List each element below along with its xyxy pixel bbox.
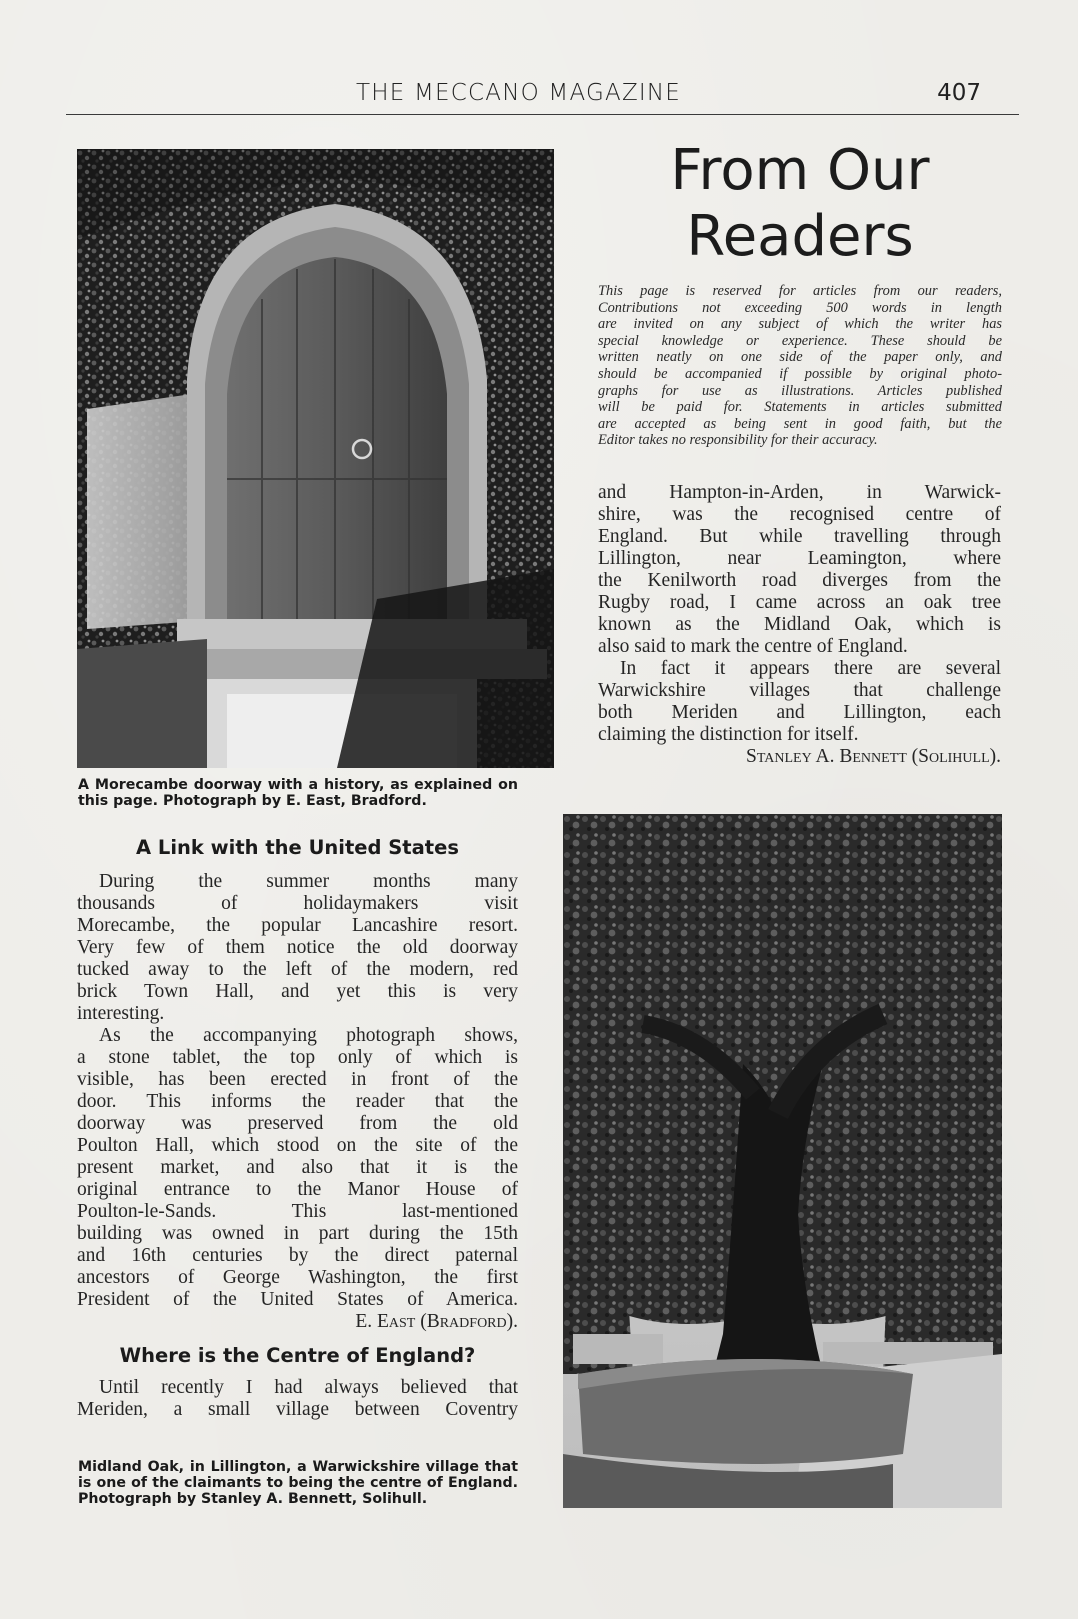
doorway-photograph <box>77 149 554 768</box>
doorway-caption: A Morecambe doorway with a history, as explained on this page. Photograph by E. East, Bradford. <box>78 777 518 809</box>
intro-line: are invited on any subject of which the writer has <box>598 316 1002 333</box>
centre-of-england-article <box>77 1377 518 1421</box>
magazine-title: THE MECCANO MAGAZINE <box>356 80 682 106</box>
paragraph-line: Until recently I had always believed that <box>99 1377 518 1398</box>
paragraph-line: and 16th centuries by the direct paternal <box>77 1245 518 1266</box>
midland-oak-caption: Midland Oak, in Lillington, a Warwickshire village that is one of the claimants to being the centre of England. Photograph by Stanley A. Bennett, Solihull. <box>78 1459 518 1507</box>
article-heading-link-with-us: A Link with the United States <box>136 836 459 859</box>
paragraph-line: Warwickshire villages that challenge <box>598 680 1001 701</box>
intro-line: written neatly on one side of the paper only, and <box>598 349 1002 366</box>
paragraph-line: Very few of them notice the old doorway <box>77 937 518 958</box>
paragraph-line: President of the United States of America. <box>77 1289 518 1310</box>
paragraph-line: Meriden, a small village between Coventry <box>77 1399 518 1420</box>
paragraph-line: Rugby road, I came across an oak tree <box>598 592 1001 613</box>
title-line-1: From Our <box>670 138 930 203</box>
paragraph-line: shire, was the recognised centre of <box>598 504 1001 525</box>
paragraph-line: door. This informs the reader that the <box>77 1091 518 1112</box>
page-header <box>66 78 1019 115</box>
intro-line: will be paid for. Statements in articles submitted <box>598 399 1002 416</box>
paragraph-line: building was owned in part during the 15th <box>77 1223 518 1244</box>
paragraph-line: visible, has been erected in front of the <box>77 1069 518 1090</box>
midland-oak-photograph <box>563 814 1002 1508</box>
paragraph-line: and Hampton-in-Arden, in Warwick- <box>598 482 1001 503</box>
link-with-us-article <box>77 871 518 1333</box>
paragraph-line: both Meriden and Lillington, each <box>598 702 1001 723</box>
intro-line: This page is reserved for articles from our readers, <box>598 283 1002 299</box>
paragraph-line: present market, and also that it is the <box>77 1157 518 1178</box>
intro-line: should be accompanied if possible by original photo- <box>598 365 1002 382</box>
page-number: 407 <box>937 80 981 106</box>
intro-line: special knowledge or experience. These should be <box>598 332 1002 349</box>
paragraph-line: known as the Midland Oak, which is <box>598 614 1001 635</box>
paragraph-line: claiming the distinction for itself. <box>598 724 859 745</box>
paragraph-line: also said to mark the centre of England. <box>598 636 908 657</box>
paragraph-line: brick Town Hall, and yet this is very <box>77 981 518 1002</box>
paragraph-line: tucked away to the left of the modern, red <box>77 959 518 980</box>
intro-line: Contributions not exceeding 500 words in length <box>598 299 1002 316</box>
paragraph-line: Morecambe, the popular Lancashire resort. <box>77 915 518 936</box>
paragraph-line: thousands of holidaymakers visit <box>77 893 518 914</box>
paragraph-line: a stone tablet, the top only of which is <box>77 1047 518 1068</box>
paragraph-line: the Kenilworth road diverges from the <box>598 570 1001 591</box>
intro-line: are accepted as being sent in good faith, but the <box>598 415 1002 432</box>
paragraph-line: doorway was preserved from the old <box>77 1113 518 1134</box>
article-heading-centre-of-england: Where is the Centre of England? <box>119 1344 476 1367</box>
paragraph-line: Lillington, near Leamington, where <box>598 548 1001 569</box>
paragraph-line: In fact it appears there are several <box>620 658 1001 679</box>
editorial-intro <box>598 283 1002 449</box>
title-line-2: Readers <box>686 204 914 269</box>
paragraph-line: ancestors of George Washington, the first <box>77 1267 518 1288</box>
paragraph-line: As the accompanying photograph shows, <box>99 1025 518 1046</box>
author-signature: Stanley A. Bennett (Solihull). <box>745 746 1001 767</box>
paragraph-line: Poulton-le-Sands. This last-mentioned <box>77 1201 518 1222</box>
author-signature: E. East (Bradford). <box>355 1311 518 1332</box>
intro-line: Editor takes no responsibility for their accuracy. <box>598 432 878 449</box>
paragraph-line: interesting. <box>77 1003 165 1024</box>
centre-of-england-continuation <box>598 482 1001 768</box>
intro-line: graphs for use as illustrations. Articles published <box>598 382 1002 399</box>
paragraph-line: During the summer months many <box>99 871 518 892</box>
page-title <box>640 138 960 270</box>
paragraph-line: original entrance to the Manor House of <box>77 1179 518 1200</box>
paragraph-line: England. But while travelling through <box>598 526 1001 547</box>
paragraph-line: Poulton Hall, which stood on the site of the <box>77 1135 518 1156</box>
